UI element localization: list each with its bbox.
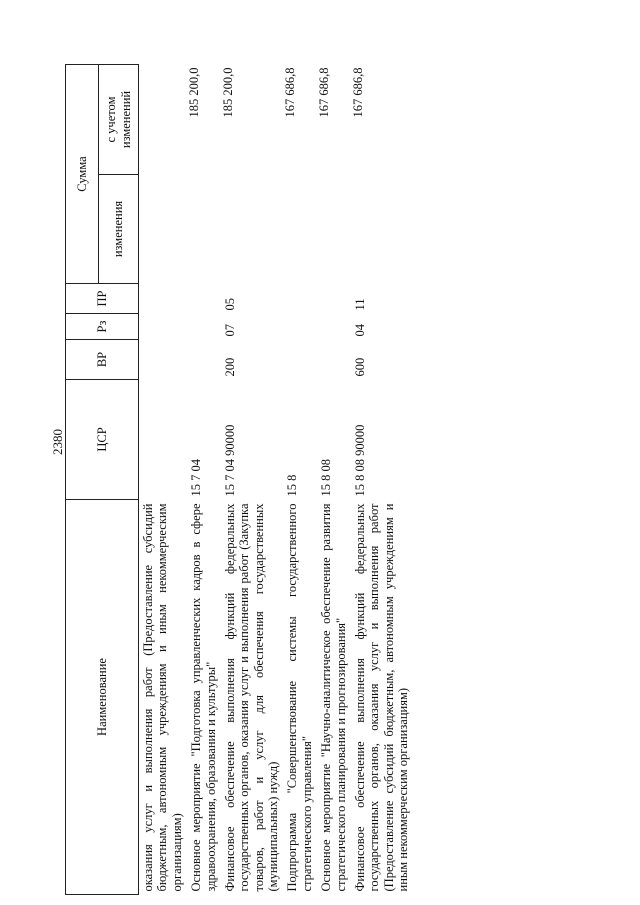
row-name: Основное мероприятие "Научно-аналитическое обеспечение развития стратегического планирования и прогнозирования" [319,503,348,892]
row-pr [317,284,351,314]
header-csr: ЦСР [66,380,139,500]
row-csr: 15 8 [285,474,300,497]
row-csr [139,380,188,500]
row-vr [139,340,188,380]
row-total [139,65,188,175]
row-rz: 07 [222,324,237,337]
row-total: 167 686,8 [350,67,365,118]
row-total: 167 686,8 [317,67,332,118]
header-s-uchetom: с учетом изменений [99,65,139,175]
row-csr: 15 8 08 [319,459,334,497]
table-row [187,65,221,895]
row-total: 185 200,0 [187,67,202,118]
table-row [221,65,284,895]
row-name: оказания услуг и выполнения работ (Предоставление субсидий бюджетным, автономным учреждениям и иным некоммерческим организациям) [141,503,184,892]
row-csr: 15 7 04 [189,459,204,497]
row-rz [283,314,317,340]
budget-table [65,64,413,895]
page-number: 2380 [50,429,65,455]
row-name: Финансовое обеспечение выполнения функций федеральных государственных органов, оказания услуг и выполнения работ (Предоставление субсидий бюджетным, автономным учреждениям и иным некоммерческим организациям) [352,503,410,892]
row-izmeneniya [283,175,317,284]
row-izmeneniya [139,175,188,284]
row-csr: 15 8 08 90000 [352,424,367,497]
row-name: Основное мероприятие "Подготовка управленческих кадров в сфере здравоохранения, образования и культуры" [189,503,218,892]
row-name: Финансовое обеспечение выполнения функций федеральных государственных органов, оказания услуг и выполнения работ (Закупка товаров, работ и услуг для обеспечения государственных (муниципальных) нужд) [222,503,280,892]
table-row [317,65,351,895]
header-vr: ВР [66,340,139,380]
row-total: 185 200,0 [220,67,235,118]
row-pr: 05 [222,298,237,311]
row-izmeneniya [317,175,351,284]
table-row [351,65,414,895]
budget-table-container [65,65,590,895]
row-pr: 11 [352,298,367,311]
row-izmeneniya [351,175,414,284]
row-vr: 600 [352,357,367,377]
row-vr [317,340,351,380]
row-izmeneniya [187,175,221,284]
row-vr: 200 [222,357,237,377]
row-total: 167 686,8 [283,67,298,118]
row-vr [283,340,317,380]
row-pr [187,284,221,314]
row-vr [187,340,221,380]
table-row [283,65,317,895]
header-summa: Сумма [66,65,99,284]
row-pr [139,284,188,314]
row-rz [139,314,188,340]
row-rz [187,314,221,340]
table-header [66,65,139,895]
header-name: Наименование [66,500,139,895]
row-izmeneniya [221,175,284,284]
row-csr: 15 7 04 90000 [222,424,237,497]
row-rz: 04 [352,324,367,337]
header-pr: ПР [66,284,139,314]
header-rz: Рз [66,314,139,340]
row-rz [317,314,351,340]
table-row [139,65,188,895]
table-body [139,65,414,895]
row-name: Подпрограмма "Совершенствование системы государственного стратегического управления" [285,503,314,892]
header-izmeneniya: изменения [99,175,139,284]
row-pr [283,284,317,314]
